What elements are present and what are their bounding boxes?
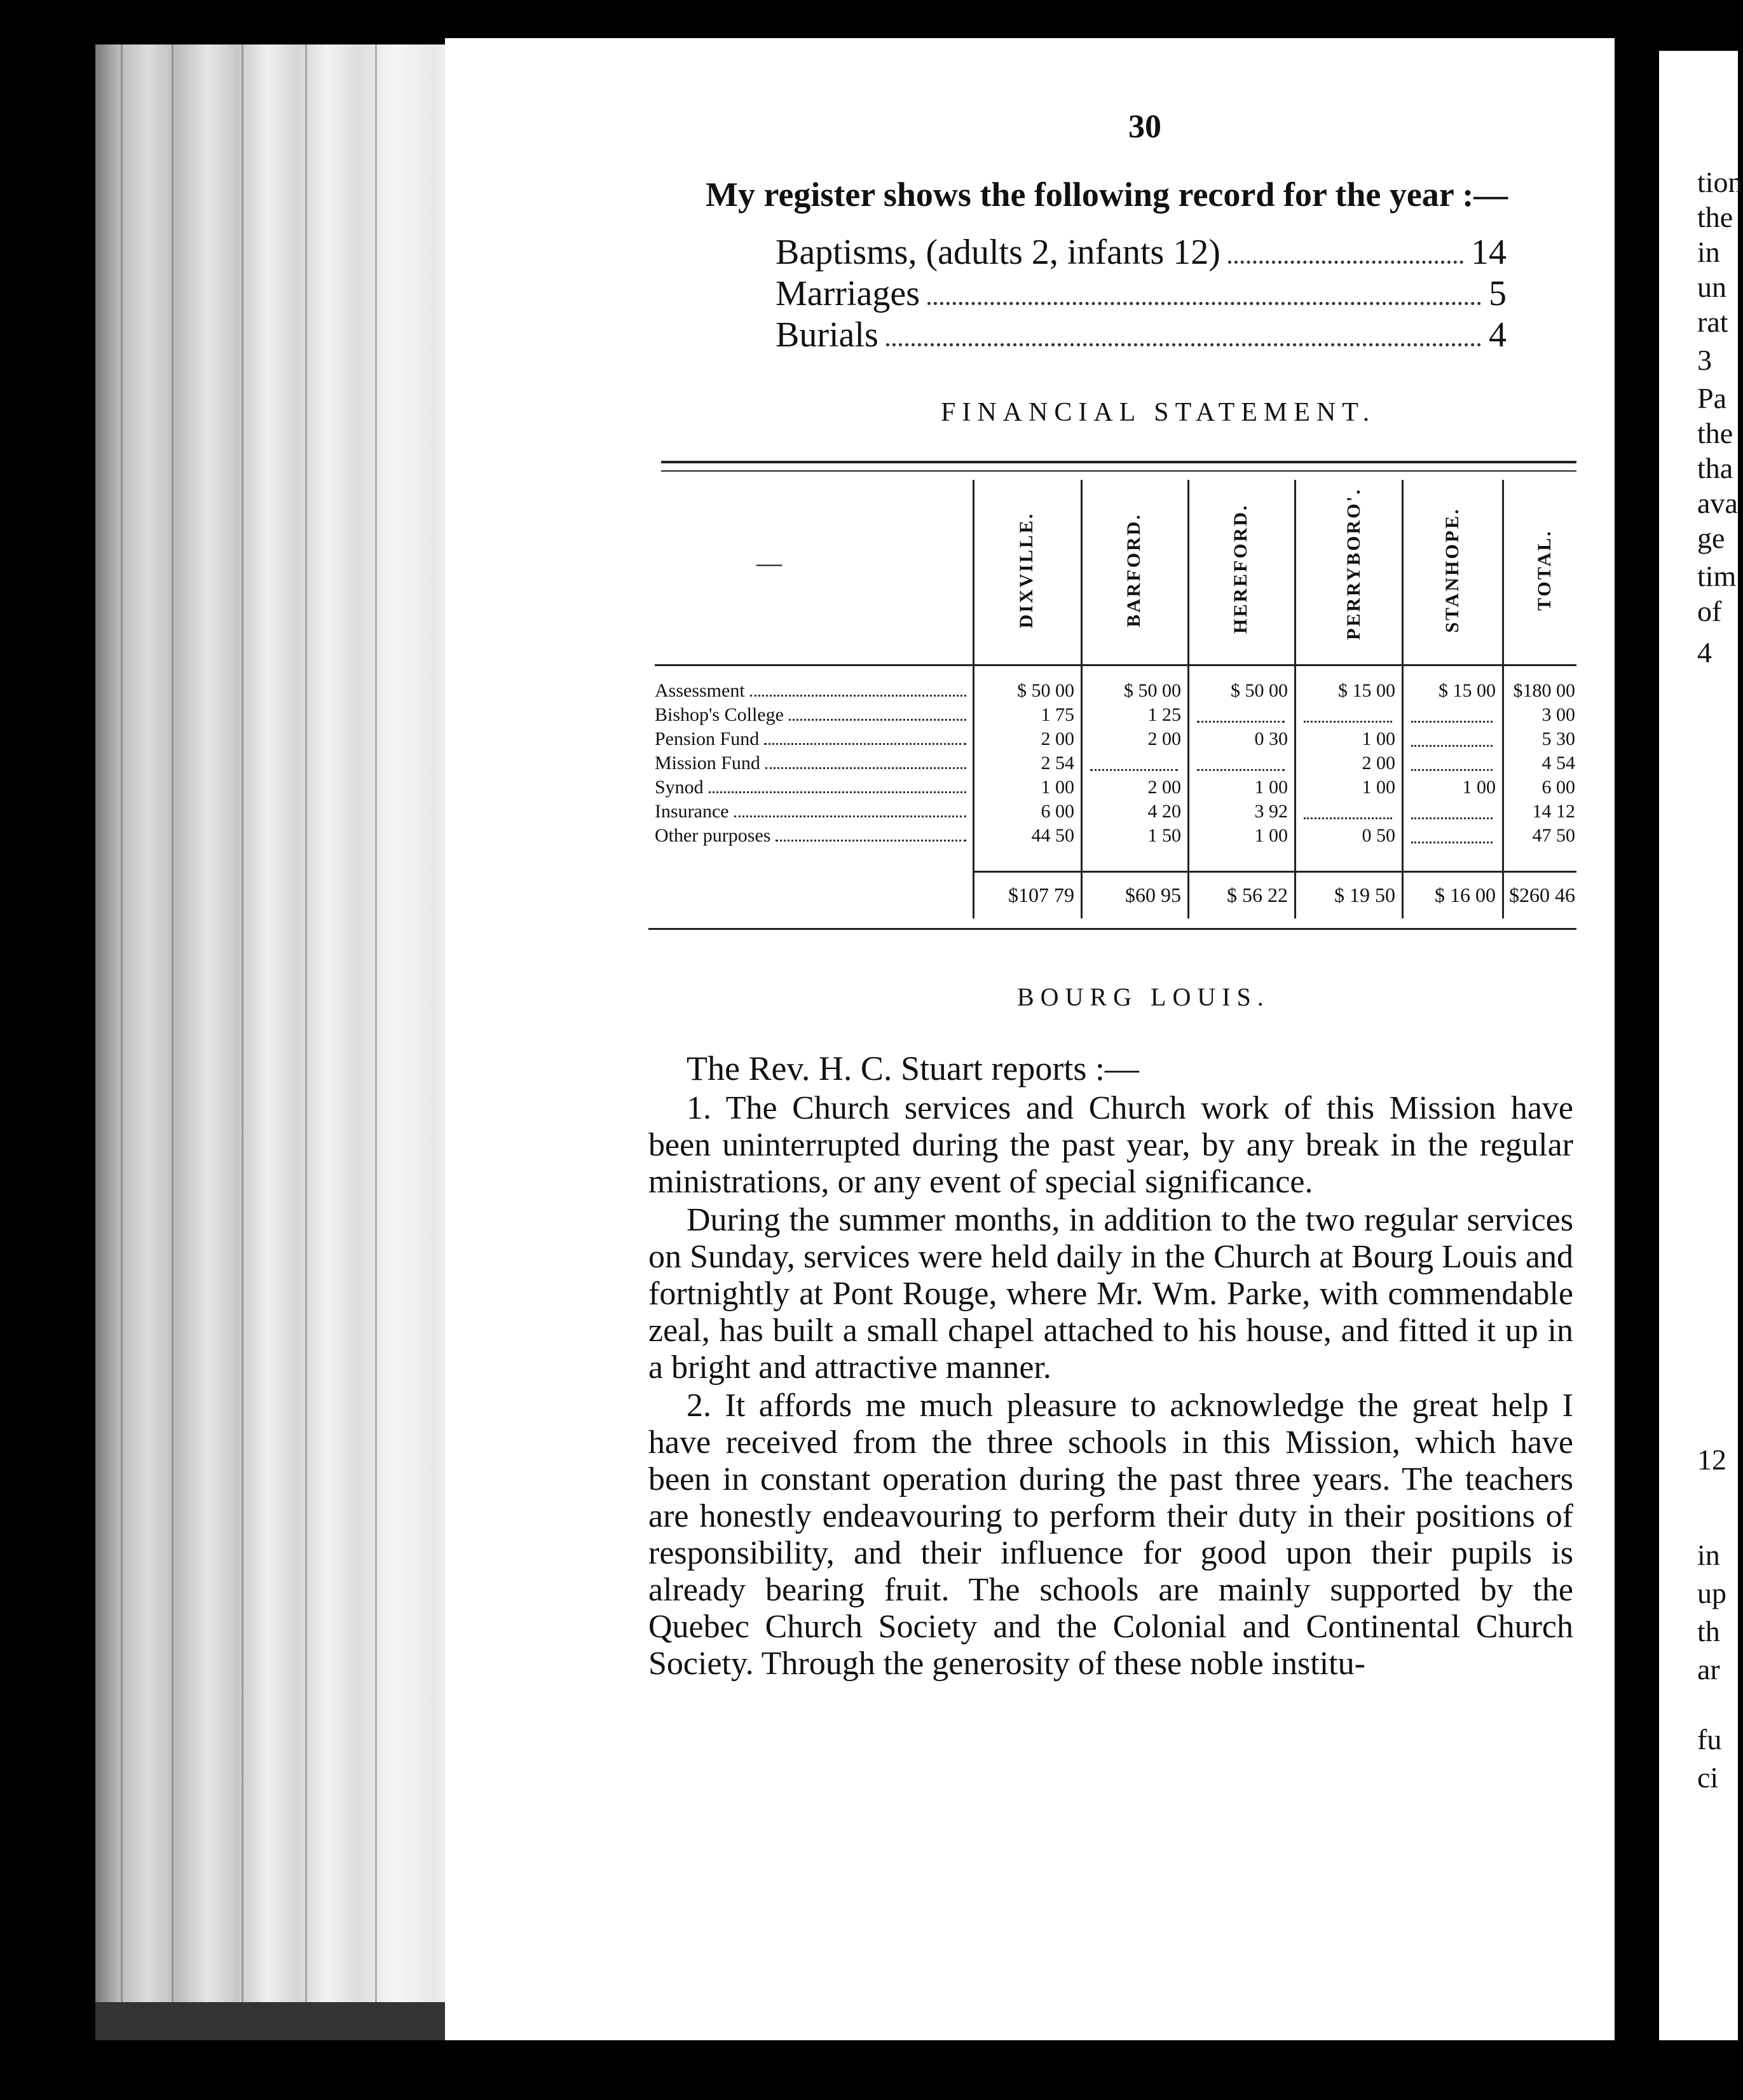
facing-page-fragment: in bbox=[1697, 1539, 1720, 1571]
table-cell: 1 25 bbox=[1147, 704, 1181, 725]
table-top-rule bbox=[661, 461, 1576, 463]
table-bottom-rule bbox=[648, 928, 1576, 930]
facing-page-fragment: tha bbox=[1697, 452, 1733, 484]
table-header-rule bbox=[655, 664, 1576, 666]
table-cell: $ 50 00 bbox=[1231, 680, 1288, 701]
table-cell: 1 00 bbox=[1254, 825, 1288, 846]
page-block-edges bbox=[95, 44, 470, 2034]
row-label-text: Mission Fund bbox=[655, 753, 760, 774]
leader-dots bbox=[776, 839, 966, 842]
facing-page-fragment: rat bbox=[1697, 306, 1728, 338]
register-label: Marriages bbox=[776, 274, 920, 313]
report-intro: The Rev. H. C. Stuart reports :— bbox=[687, 1049, 1139, 1088]
total-cell: $ 16 00 bbox=[1435, 883, 1496, 906]
table-cell: $ 50 00 bbox=[1124, 680, 1181, 701]
financial-heading: FINANCIAL STATEMENT. bbox=[941, 398, 1376, 427]
table-cell: 3 92 bbox=[1254, 801, 1288, 822]
row-label-text: Bishop's College bbox=[655, 704, 784, 725]
table-cell: 1 00 bbox=[1362, 728, 1395, 749]
facing-page-fragment: of bbox=[1697, 595, 1722, 627]
facing-page-fragment: tim bbox=[1697, 560, 1737, 592]
empty-cell-dots bbox=[1411, 842, 1493, 843]
table-cell: 1 00 bbox=[1041, 777, 1074, 798]
table-top-rule bbox=[661, 470, 1576, 472]
column-divider bbox=[1081, 480, 1083, 918]
register-label: Baptisms, (adults 2, infants 12) bbox=[776, 233, 1220, 272]
total-cell: $60 95 bbox=[1125, 883, 1181, 906]
facing-page-fragment: the bbox=[1697, 201, 1733, 233]
column-divider bbox=[1294, 480, 1296, 918]
row-label-text: Pension Fund bbox=[655, 728, 760, 749]
empty-cell-dots bbox=[1411, 769, 1493, 771]
paragraph: 1. The Church services and Church work of this Mission have been uninterrupted during the past year, by any break in the regular ministrations, or any event of special significance. bbox=[648, 1090, 1573, 1200]
facing-page-fragment: un bbox=[1697, 271, 1726, 303]
section-heading: BOURG LOUIS. bbox=[1017, 983, 1270, 1011]
paragraph: 2. It affords me much pleasure to acknowledge the great help I have received from the three schools in this Mission, which have been in constant operation during the past three years. The teachers are honestly endeavouring to perform their duty in their positions of responsibility, and their influence for good upon their pupils is already bearing fruit. The schools are mainly supported by the Quebec Church Society and the Colonial and Continental Church Society. Through the generosity of these noble institu- bbox=[648, 1388, 1573, 1682]
column-header-perryboro: PERRYBORO'. bbox=[1343, 488, 1364, 640]
report-body bbox=[648, 1090, 1573, 1682]
empty-cell-dots bbox=[1411, 745, 1493, 747]
column-divider bbox=[1187, 480, 1189, 918]
row-label bbox=[655, 704, 966, 726]
table-cell: 4 20 bbox=[1147, 801, 1181, 822]
table-cell: $ 15 00 bbox=[1338, 680, 1395, 701]
leader-dots bbox=[765, 767, 966, 769]
table-cell: 2 54 bbox=[1041, 753, 1074, 774]
total-cell: $107 79 bbox=[1008, 883, 1074, 906]
book-spine-shadow bbox=[95, 2002, 470, 2040]
table-cell: 2 00 bbox=[1147, 728, 1181, 749]
empty-cell-dots bbox=[1197, 769, 1285, 771]
empty-cell-dots bbox=[1090, 769, 1178, 771]
column-divider bbox=[1402, 480, 1404, 918]
register-line bbox=[776, 273, 1507, 314]
facing-page-fragment: ge bbox=[1697, 522, 1725, 554]
facing-page-fragment: the bbox=[1697, 417, 1733, 449]
page-number: 30 bbox=[1128, 109, 1161, 145]
register-value: 14 bbox=[1471, 233, 1507, 272]
facing-page-fragment: th bbox=[1697, 1615, 1720, 1647]
row-label-text: Insurance bbox=[655, 801, 729, 822]
row-label bbox=[655, 825, 966, 847]
leader-dots bbox=[709, 791, 966, 793]
row-label bbox=[655, 728, 966, 750]
table-cell: $ 15 00 bbox=[1439, 680, 1496, 701]
table-cell: 4 54 bbox=[1541, 753, 1575, 774]
table-cell: 5 30 bbox=[1541, 728, 1575, 749]
empty-cell-dots bbox=[1304, 721, 1392, 723]
leader-dots bbox=[764, 742, 966, 745]
table-sum-rule bbox=[973, 871, 1576, 873]
paragraph: During the summer months, in addition to the two regular services on Sunday, services were held daily in the Church at Bourg Louis and fortnightly at Pont Rouge, where Mr. Wm. Parke, with commendable zeal, has built a small chapel attached to his house, and fitted it up in a bright and attractive manner. bbox=[648, 1202, 1573, 1386]
table-cell: 1 75 bbox=[1041, 704, 1074, 725]
row-label bbox=[655, 753, 966, 774]
table-cell: 0 30 bbox=[1254, 728, 1288, 749]
leader-dots bbox=[927, 301, 1481, 305]
leader-dots bbox=[750, 694, 966, 697]
empty-cell-dots bbox=[1411, 817, 1493, 819]
table-cell: 0 50 bbox=[1362, 825, 1395, 846]
table-cell: 1 00 bbox=[1362, 777, 1395, 798]
table-cell: 2 00 bbox=[1362, 753, 1395, 774]
table-cell: 6 00 bbox=[1041, 801, 1074, 822]
table-cell: 47 50 bbox=[1532, 825, 1575, 846]
row-label-text: Synod bbox=[655, 777, 704, 798]
facing-page-fragment: up bbox=[1697, 1577, 1726, 1609]
leader-dots bbox=[1228, 260, 1463, 264]
column-header-stanhope: STANHOPE. bbox=[1442, 507, 1463, 633]
register-value: 4 bbox=[1489, 315, 1507, 355]
register-line bbox=[776, 315, 1507, 355]
row-label-text: Assessment bbox=[655, 680, 745, 701]
total-cell: $ 19 50 bbox=[1334, 883, 1395, 906]
column-header-barford: BARFORD. bbox=[1123, 513, 1144, 627]
table-cell: $ 50 00 bbox=[1017, 680, 1074, 701]
empty-cell-dots bbox=[1304, 817, 1392, 819]
total-cell: $ 56 22 bbox=[1227, 883, 1288, 906]
column-header-hereford: HEREFORD. bbox=[1230, 503, 1251, 634]
leader-dots bbox=[886, 343, 1481, 346]
table-cell: 3 00 bbox=[1541, 704, 1575, 725]
leader-dots bbox=[789, 718, 966, 721]
column-header-dixville: DIXVILLE. bbox=[1016, 512, 1037, 629]
facing-page-fragment: 12 bbox=[1697, 1443, 1726, 1476]
empty-cell-dots bbox=[1411, 721, 1493, 723]
table-cell: 44 50 bbox=[1031, 825, 1074, 846]
register-intro: My register shows the following record for the year :— bbox=[706, 175, 1508, 214]
column-divider bbox=[1502, 480, 1504, 918]
facing-page-edge bbox=[1659, 51, 1743, 2040]
facing-page-fragment: Pa bbox=[1697, 382, 1726, 414]
row-label-text: Other purposes bbox=[655, 825, 771, 846]
total-cell: $260 46 bbox=[1509, 883, 1575, 906]
table-corner: — bbox=[756, 549, 782, 577]
table-cell: 6 00 bbox=[1541, 777, 1575, 798]
table-cell: 1 00 bbox=[1254, 777, 1288, 798]
row-label bbox=[655, 777, 966, 798]
facing-page-fragment: tion bbox=[1697, 166, 1743, 198]
row-label bbox=[655, 680, 966, 702]
column-divider bbox=[973, 480, 974, 918]
row-label bbox=[655, 801, 966, 822]
facing-page-fragment: in bbox=[1697, 236, 1720, 268]
table-cell: 2 00 bbox=[1041, 728, 1074, 749]
facing-page-fragment: fu bbox=[1697, 1723, 1722, 1756]
register-value: 5 bbox=[1489, 274, 1507, 313]
table-cell: 2 00 bbox=[1147, 777, 1181, 798]
register-line bbox=[776, 232, 1507, 273]
table-cell: 1 00 bbox=[1462, 777, 1496, 798]
facing-page-fragment: 3 bbox=[1697, 344, 1712, 376]
leader-dots bbox=[734, 815, 966, 817]
table-cell: $180 00 bbox=[1513, 680, 1575, 701]
facing-page-fragment: 4 bbox=[1697, 636, 1712, 669]
table-cell: 1 50 bbox=[1147, 825, 1181, 846]
facing-page-fragment: ci bbox=[1697, 1761, 1719, 1794]
facing-page-fragment: ar bbox=[1697, 1653, 1720, 1686]
column-header-total: TOTAL. bbox=[1534, 529, 1555, 611]
table-cell: 14 12 bbox=[1532, 801, 1575, 822]
empty-cell-dots bbox=[1197, 721, 1285, 723]
register-label: Burials bbox=[776, 315, 878, 355]
facing-page-fragment: ava bbox=[1697, 487, 1738, 519]
